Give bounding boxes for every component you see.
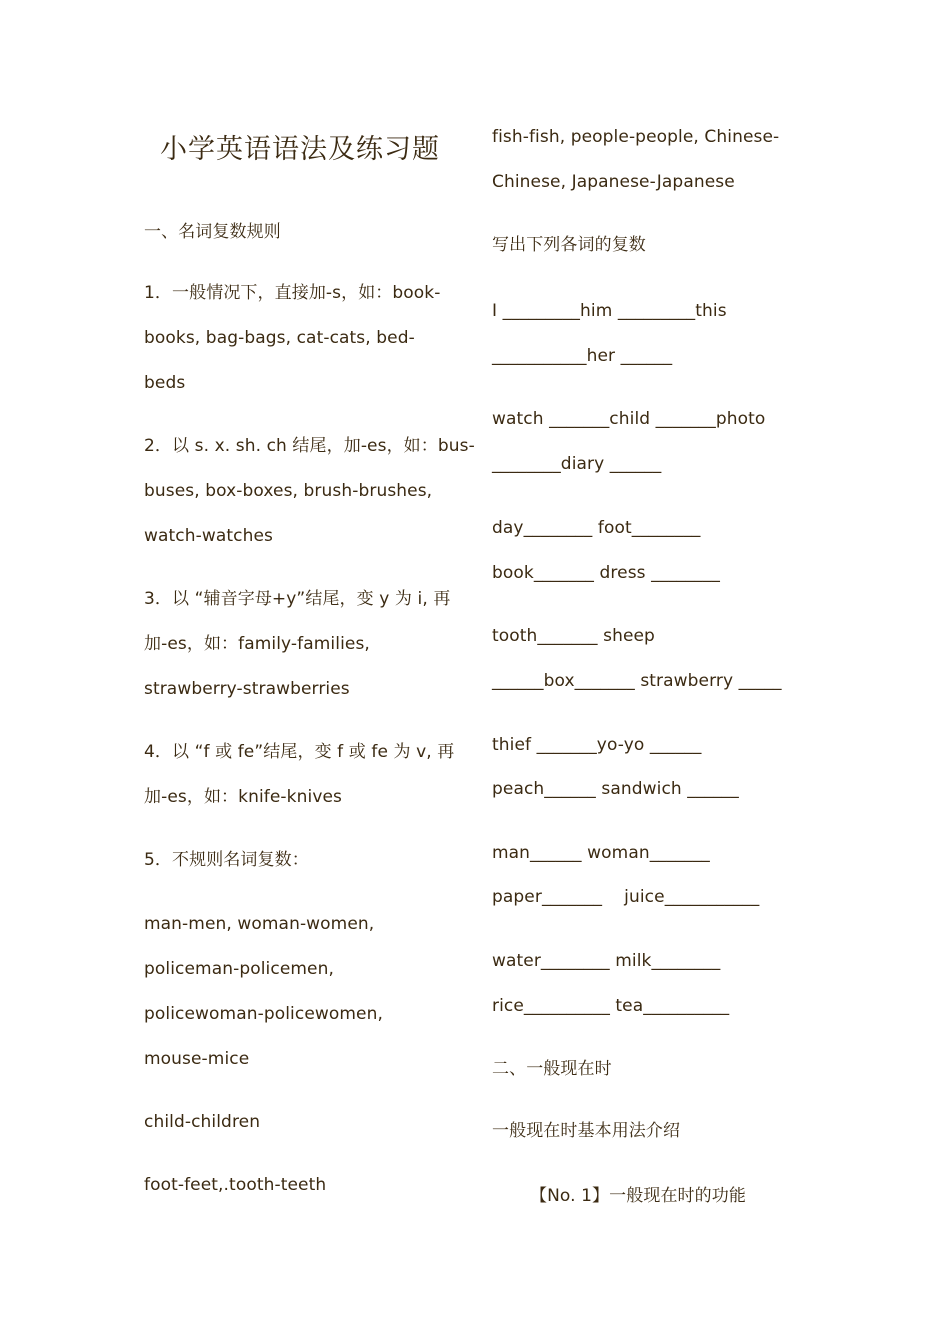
exercise-3-line-1: day________ foot________	[492, 518, 701, 538]
irregular-foot-tooth: foot-feet,.tooth-teeth	[144, 1175, 327, 1195]
rule-4-line-1: 4．以 “f 或 fe”结尾，变 f 或 fe 为 v, 再	[144, 742, 455, 762]
present-tense-intro: 一般现在时基本用法介绍	[492, 1121, 681, 1141]
rule-2-line-2: buses, box-boxes, brush-brushes,	[144, 481, 433, 501]
rule-3-line-2: 加-es，如：family-families,	[144, 634, 370, 654]
irregular-continued-line-2: Chinese, Japanese-Japanese	[492, 172, 735, 192]
irregular-line-2: policeman-policemen,	[144, 959, 334, 979]
exercise-7-line-2: rice__________ tea__________	[492, 996, 730, 1016]
rule-1-line-2: books, bag-bags, cat-cats, bed-	[144, 328, 415, 348]
exercise-7-line-1: water________ milk________	[492, 951, 721, 971]
rule-5-heading: 5．不规则名词复数：	[144, 850, 309, 870]
exercise-1-line-1: I _________him _________this	[492, 301, 727, 321]
exercise-5-line-1: thief _______yo-yo ______	[492, 735, 702, 755]
rule-2-line-1: 2．以 s. x. sh. ch 结尾，加-es，如：bus-	[144, 436, 475, 456]
section-heading-noun-plural: 一、名词复数规则	[144, 222, 281, 242]
exercise-6-line-2: paper_______ juice___________	[492, 887, 760, 907]
rule-4-line-2: 加-es，如：knife-knives	[144, 787, 342, 807]
exercise-6-line-1: man______ woman_______	[492, 843, 710, 863]
document-title: 小学英语语法及练习题	[160, 134, 440, 165]
rule-1-line-1: 1．一般情况下，直接加-s，如：book-	[144, 283, 441, 303]
irregular-line-3: policewoman-policewomen,	[144, 1004, 383, 1024]
exercise-title: 写出下列各词的复数	[492, 235, 646, 255]
exercise-4-line-2: ______box_______ strawberry _____	[492, 671, 782, 691]
no1-heading: 【No. 1】一般现在时的功能	[530, 1186, 746, 1206]
exercise-1-line-2: ___________her ______	[492, 346, 673, 366]
irregular-line-4: mouse-mice	[144, 1049, 250, 1069]
irregular-continued-line-1: fish-fish, people-people, Chinese-	[492, 127, 780, 147]
irregular-line-1: man-men, woman-women,	[144, 914, 375, 934]
exercise-4-line-1: tooth_______ sheep	[492, 626, 655, 646]
exercise-2-line-2: ________diary ______	[492, 454, 662, 474]
rule-3-line-1: 3．以 “辅音字母+y”结尾，变 y 为 i, 再	[144, 589, 451, 609]
rule-1-line-3: beds	[144, 373, 186, 393]
exercise-5-line-2: peach______ sandwich ______	[492, 779, 739, 799]
rule-3-line-3: strawberry-strawberries	[144, 679, 350, 699]
rule-2-line-3: watch-watches	[144, 526, 273, 546]
irregular-child: child-children	[144, 1112, 261, 1132]
exercise-2-line-1: watch _______child _______photo	[492, 409, 766, 429]
exercise-3-line-2: book_______ dress ________	[492, 563, 720, 583]
section-heading-present-tense: 二、一般现在时	[492, 1059, 612, 1079]
